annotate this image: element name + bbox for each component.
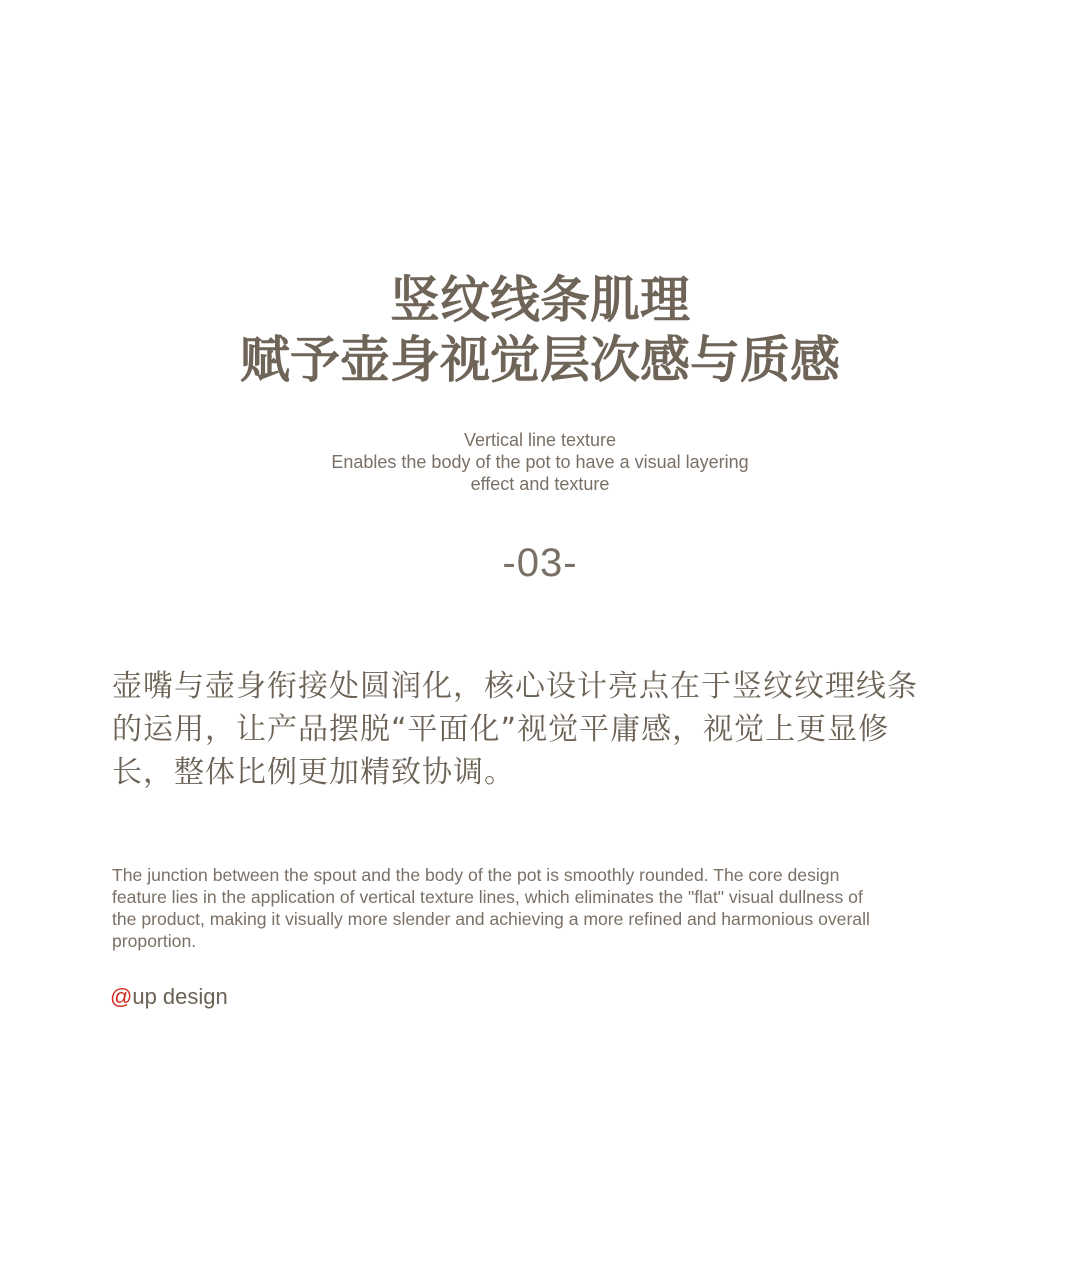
cn-line-2: 的运用，让产品摆脱“平面化”视觉平庸感，视觉上更显修 [112,712,890,747]
cn-line-3: 长，整体比例更加精致协调。 [112,755,515,790]
signature-name: up design [132,984,228,1009]
en-line-1: The junction between the spout and the body of the pot is smoothly rounded. The core design [112,865,840,885]
english-subtitle [0,429,1080,495]
chinese-description [112,665,972,794]
english-description [112,864,967,952]
subtitle-line-2: Enables the body of the pot to have a visual layering [331,452,749,472]
cn-line-1: 壶嘴与壶身衔接处圆润化，核心设计亮点在于竖纹纹理线条 [112,669,918,704]
signature [110,983,228,1011]
at-symbol: @ [110,984,133,1009]
page-title [0,270,1080,390]
en-line-3: the product, making it visually more slender and achieving a more refined and harmonious overall [112,909,870,929]
subtitle-line-1: Vertical line texture [463,430,617,450]
en-line-2: feature lies in the application of vertical texture lines, which eliminates the "flat" visual dullness of [112,887,863,907]
subtitle-line-3: effect and texture [470,474,610,494]
title-line-2: 赋予壶身视觉层次感与质感 [240,331,840,389]
section-number: -03- [502,541,578,585]
title-line-1: 竖纹线条肌理 [390,271,690,329]
en-line-4: proportion. [112,931,197,951]
